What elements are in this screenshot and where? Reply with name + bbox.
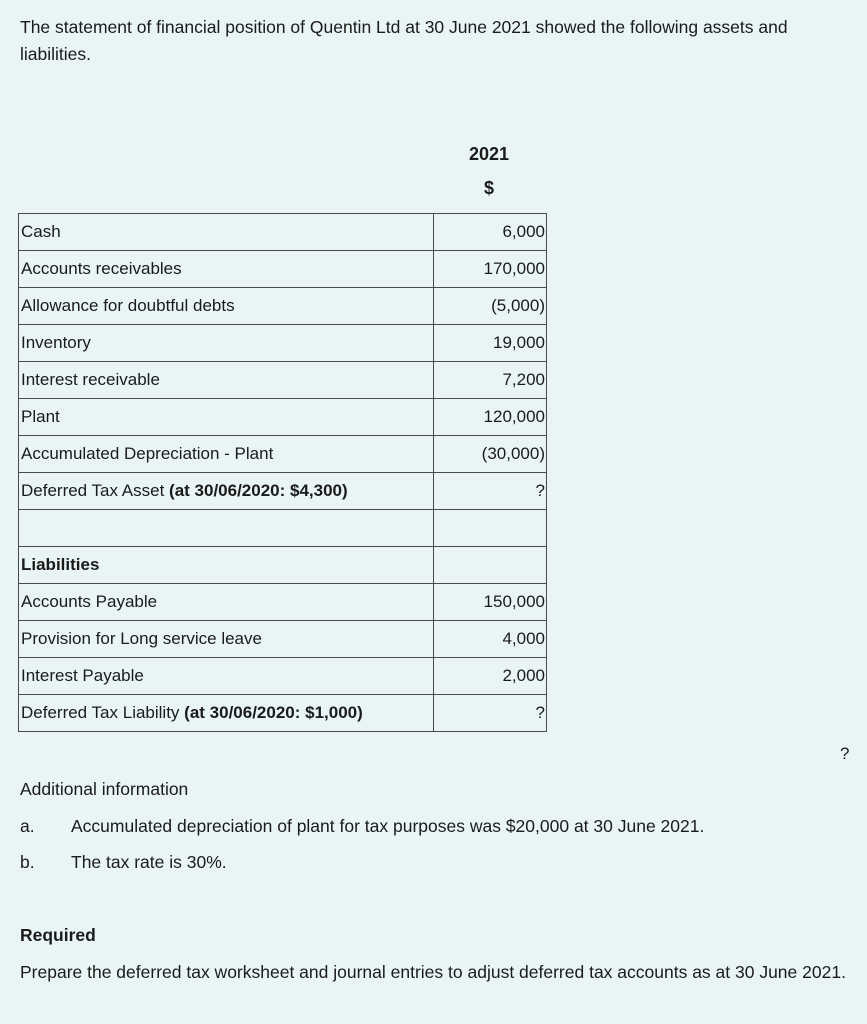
row-label: Liabilities (19, 547, 434, 584)
column-currency-header: $ (483, 178, 494, 198)
row-amount: 120,000 (434, 399, 547, 436)
item-text: The tax rate is 30%. (71, 852, 227, 872)
row-label: Deferred Tax Liability (at 30/06/2020: $1,000) (19, 695, 434, 732)
row-label (19, 510, 434, 547)
side-question-mark: ? (840, 744, 850, 763)
row-amount (434, 510, 547, 547)
row-label: Interest Payable (19, 658, 434, 695)
item-letter: b. (20, 852, 35, 872)
row-label: Accounts Payable (19, 584, 434, 621)
table-row (19, 251, 547, 288)
table-row (19, 399, 547, 436)
table-row (19, 362, 547, 399)
table-row (19, 473, 547, 510)
table-row (19, 288, 547, 325)
table-row (19, 658, 547, 695)
required-heading: Required (20, 925, 96, 945)
row-amount: 7,200 (434, 362, 547, 399)
row-label: Interest receivable (19, 362, 434, 399)
row-amount: 2,000 (434, 658, 547, 695)
row-label: Inventory (19, 325, 434, 362)
financial-position-table (18, 213, 547, 732)
table-row (19, 695, 547, 732)
row-amount: 6,000 (434, 214, 547, 251)
intro-paragraph: The statement of financial position of Quentin Ltd at 30 June 2021 showed the following assets and liabilities. (20, 17, 788, 64)
item-text: Accumulated depreciation of plant for tax purposes was $20,000 at 30 June 2021. (71, 816, 705, 836)
table-row (19, 584, 547, 621)
additional-item-b (20, 852, 227, 873)
table-row (19, 621, 547, 658)
additional-item-a (20, 816, 704, 837)
row-label: Provision for Long service leave (19, 621, 434, 658)
row-label: Allowance for doubtful debts (19, 288, 434, 325)
row-amount: 19,000 (434, 325, 547, 362)
row-amount: 150,000 (434, 584, 547, 621)
row-amount: 4,000 (434, 621, 547, 658)
table-row (19, 547, 547, 584)
row-label: Cash (19, 214, 434, 251)
item-letter: a. (20, 816, 35, 836)
additional-information-heading: Additional information (20, 779, 189, 799)
row-label: Accounts receivables (19, 251, 434, 288)
table-row (19, 510, 547, 547)
row-label: Accumulated Depreciation - Plant (19, 436, 434, 473)
table-row (19, 214, 547, 251)
table-row (19, 325, 547, 362)
row-amount: (5,000) (434, 288, 547, 325)
row-amount: ? (434, 695, 547, 732)
table-row (19, 436, 547, 473)
required-text: Prepare the deferred tax worksheet and journal entries to adjust deferred tax accounts as at 30 June 2021. (20, 962, 846, 982)
row-amount: (30,000) (434, 436, 547, 473)
row-label: Deferred Tax Asset (at 30/06/2020: $4,300) (19, 473, 434, 510)
row-label: Plant (19, 399, 434, 436)
row-amount: ? (434, 473, 547, 510)
row-amount (434, 547, 547, 584)
column-year-header: 2021 (468, 144, 510, 164)
row-amount: 170,000 (434, 251, 547, 288)
